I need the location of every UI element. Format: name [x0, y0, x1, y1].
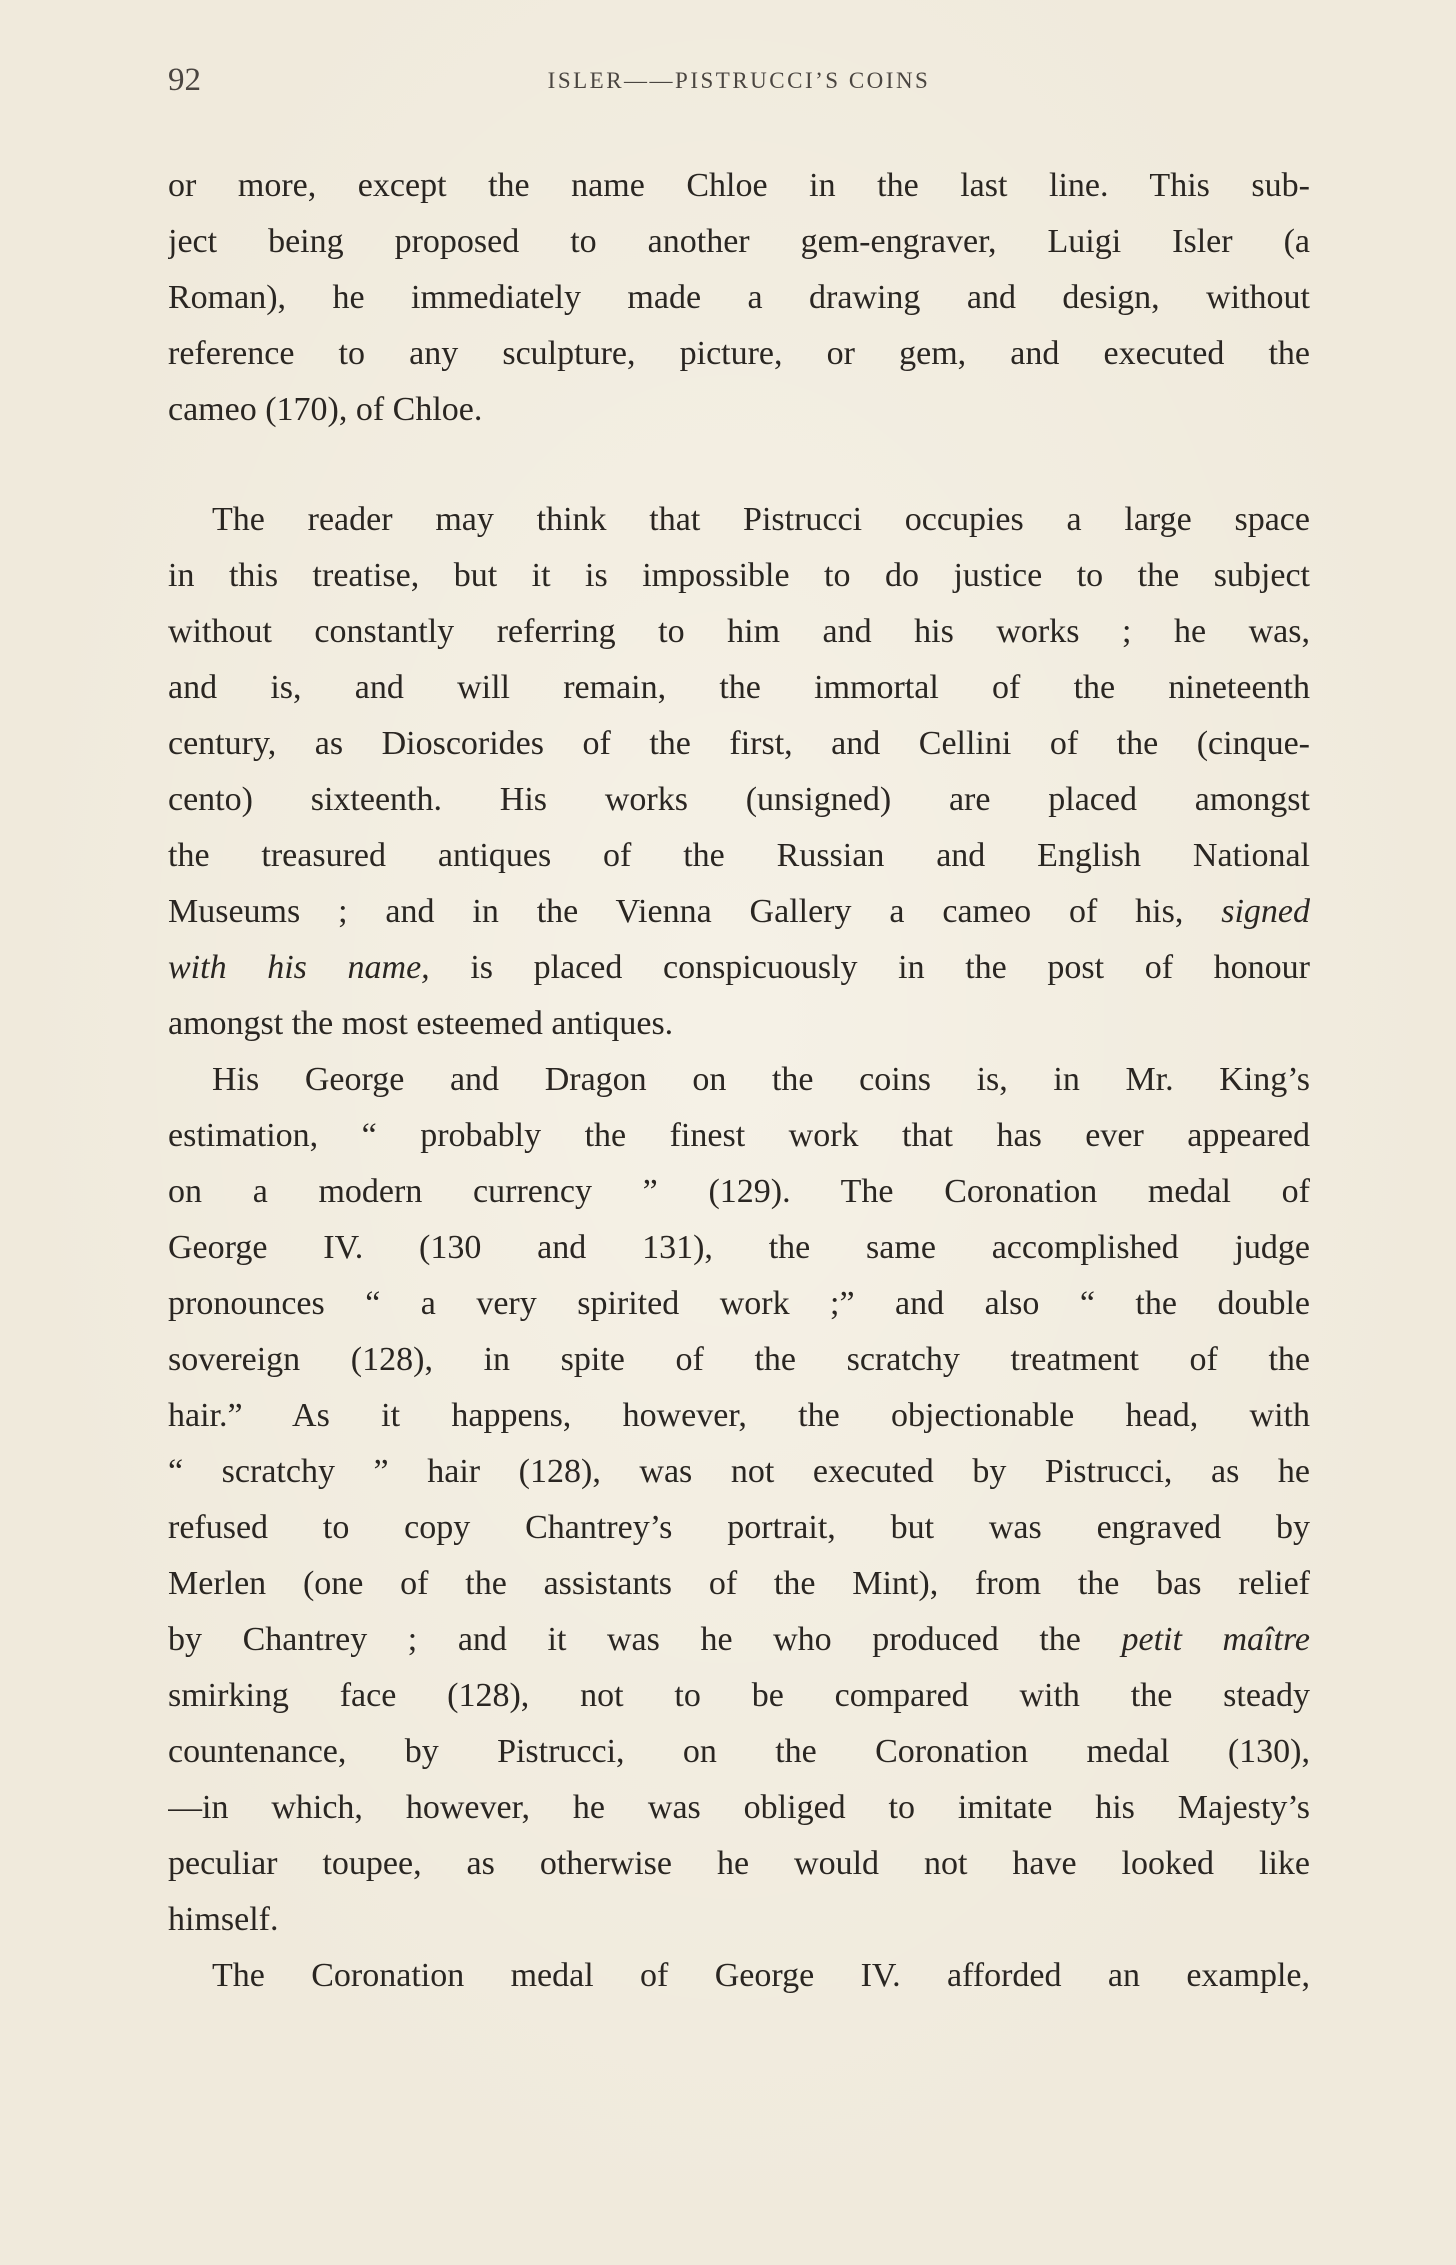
- text-line: refused to copy Chantrey’s portrait, but was engraved by: [168, 1509, 1310, 1546]
- text-line: cameo (170), of Chloe.: [168, 391, 483, 428]
- text-line: [168, 884, 1310, 940]
- text-line: the treasured antiques of the Russian and English National: [168, 837, 1310, 874]
- running-title: ISLER——PISTRUCCI’S COINS: [547, 68, 931, 93]
- text-line: reference to any sculpture, picture, or gem, and executed the: [168, 335, 1310, 372]
- text-line: The Coronation medal of George IV. afforded an example,: [212, 1957, 1310, 1994]
- text-line: estimation, “ probably the finest work that has ever appeared: [168, 1117, 1310, 1154]
- text-line: sovereign (128), in spite of the scratchy treatment of the: [168, 1341, 1310, 1378]
- text-line: himself.: [168, 1901, 279, 1938]
- italic-run: petit maître: [1121, 1621, 1310, 1658]
- text-line: in this treatise, but it is impossible to do justice to the subject: [168, 557, 1310, 594]
- text-line: peculiar toupee, as otherwise he would not have looked like: [168, 1845, 1310, 1882]
- text-line: “ scratchy ” hair (128), was not executed by Pistrucci, as he: [168, 1453, 1310, 1490]
- text-run: Museums ; and in the Vienna Gallery a cameo of his,: [168, 893, 1184, 930]
- running-head: [168, 62, 1310, 102]
- text-line: George IV. (130 and 131), the same accomplished judge: [168, 1229, 1310, 1266]
- text-line: century, as Dioscorides of the first, and Cellini of the (cinque-: [168, 725, 1310, 762]
- italic-run: signed: [1221, 893, 1310, 930]
- paragraph-2: [168, 492, 1310, 1052]
- body-text: [168, 158, 1310, 2004]
- paragraph-3: [168, 1052, 1310, 1948]
- text-line: pronounces “ a very spirited work ;” and also “ the double: [168, 1285, 1310, 1322]
- text-line: or more, except the name Chloe in the last line. This sub-: [168, 167, 1310, 204]
- italic-run: with his name,: [168, 949, 430, 986]
- text-line: Merlen (one of the assistants of the Mint), from the bas relief: [168, 1565, 1310, 1602]
- paragraph-spacer: [168, 438, 1310, 492]
- text-line: Roman), he immediately made a drawing and design, without: [168, 279, 1310, 316]
- text-line: [168, 940, 1310, 996]
- text-line: [168, 1612, 1310, 1668]
- text-line: countenance, by Pistrucci, on the Coronation medal (130),: [168, 1733, 1310, 1770]
- page-number: 92: [168, 62, 201, 98]
- text-line: and is, and will remain, the immortal of the nineteenth: [168, 669, 1310, 706]
- text-line: —in which, however, he was obliged to imitate his Majesty’s: [168, 1789, 1310, 1826]
- text-line: ject being proposed to another gem-engraver, Luigi Isler (a: [168, 223, 1310, 260]
- paragraph-1: [168, 158, 1310, 438]
- text-line: without constantly referring to him and his works ; he was,: [168, 613, 1310, 650]
- text-line: smirking face (128), not to be compared with the steady: [168, 1677, 1310, 1714]
- text-line: amongst the most esteemed antiques.: [168, 1005, 674, 1042]
- text-run: is placed conspicuously in the post of honour: [470, 949, 1310, 986]
- text-line: on a modern currency ” (129). The Coronation medal of: [168, 1173, 1310, 1210]
- paragraph-4: [168, 1948, 1310, 2004]
- text-line: cento) sixteenth. His works (unsigned) are placed amongst: [168, 781, 1310, 818]
- text-run: by Chantrey ; and it was he who produced the: [168, 1621, 1081, 1658]
- text-line: hair.” As it happens, however, the objectionable head, with: [168, 1397, 1310, 1434]
- text-line: The reader may think that Pistrucci occupies a large space: [212, 501, 1310, 538]
- text-line: His George and Dragon on the coins is, in Mr. King’s: [212, 1061, 1310, 1098]
